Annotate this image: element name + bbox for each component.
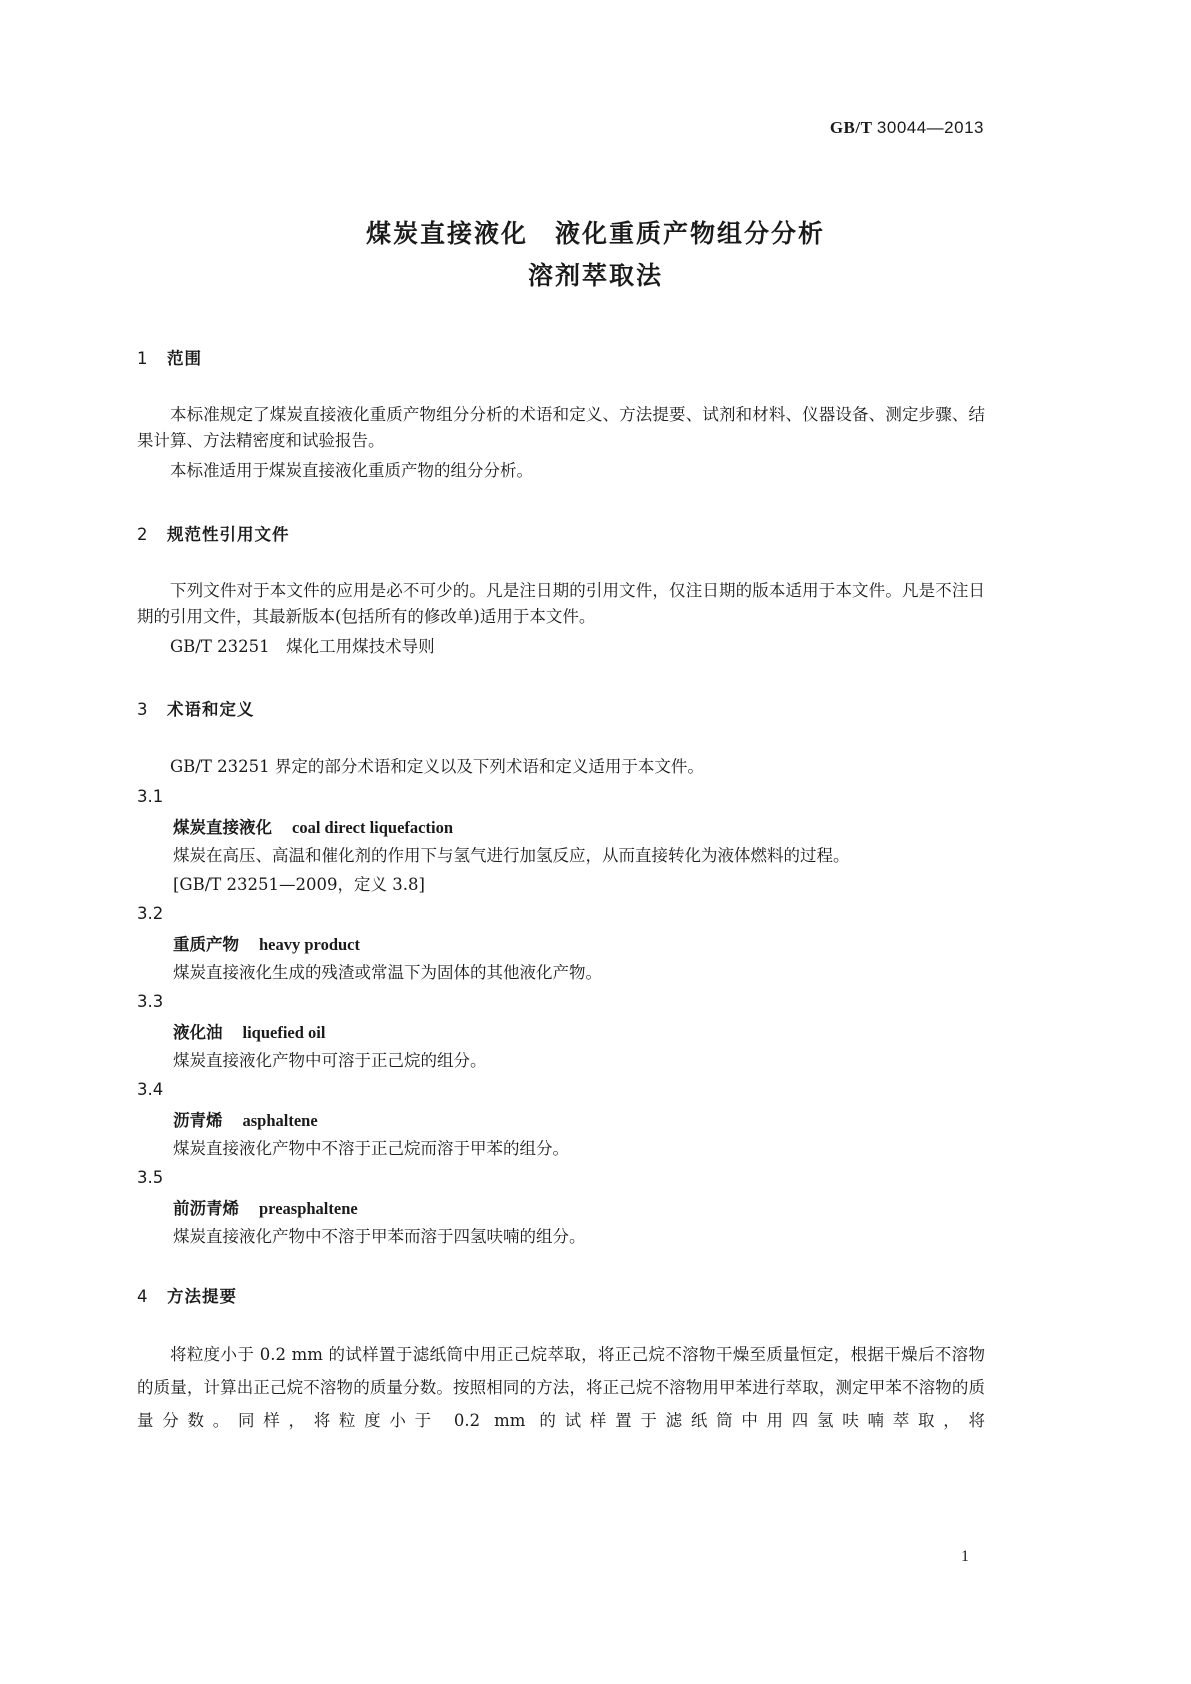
section-3-intro: GB/T 23251 界定的部分术语和定义以及下列术语和定义适用于本文件。 (170, 757, 704, 776)
term-chinese: 沥青烯 (173, 1111, 223, 1130)
term-number: 3.2 (137, 904, 164, 923)
term-chinese: 煤炭直接液化 (173, 818, 272, 837)
page-number: 1 (961, 1548, 969, 1565)
section-3-heading (137, 696, 255, 720)
section-1-paragraph-2: 本标准适用于煤炭直接液化重质产物的组分分析。 (170, 461, 533, 480)
section-title: 方法提要 (167, 1287, 237, 1306)
section-2-paragraph-1: 下列文件对于本文件的应用是必不可少的。凡是注日期的引用文件，仅注日期的版本适用于本文件。凡是不注日期的引用文件，其最新版本(包括所有的修改单)适用于本文件。 (137, 581, 985, 626)
term-definition: 煤炭直接液化生成的残渣或常温下为固体的其他液化产物。 (173, 963, 602, 982)
section-1-heading (137, 345, 202, 369)
term-chinese: 液化油 (173, 1023, 223, 1042)
document-title-line1: 煤炭直接液化 液化重质产物组分分析 (365, 219, 825, 248)
term-definition: 煤炭直接液化产物中可溶于正己烷的组分。 (173, 1051, 487, 1070)
section-4-paragraph-1: 将粒度小于 0.2 mm 的试样置于滤纸筒中用正己烷萃取，将正己烷不溶物干燥至质量恒定，根据干燥后不溶物的质量，计算出正己烷不溶物的质量分数。按照相同的方法，将正己烷不溶物用甲苯进行萃取，测定甲苯不溶物的质量分数。同样，将粒度小于 0.2 mm 的试样置于滤纸筒中用四氢呋喃萃取，将 (137, 1345, 985, 1430)
term-english: preasphaltene (259, 1199, 358, 1218)
standard-code (830, 118, 984, 138)
term-definition: 煤炭在高压、高温和催化剂的作用下与氢气进行加氢反应，从而直接转化为液体燃料的过程。 (173, 846, 850, 865)
term-source: [GB/T 23251—2009，定义 3.8] (173, 875, 425, 894)
section-1-paragraph-1: 本标准规定了煤炭直接液化重质产物组分分析的术语和定义、方法提要、试剂和材料、仪器设备、测定步骤、结果计算、方法精密度和试验报告。 (137, 405, 985, 450)
term-heading (173, 931, 360, 955)
document-title-line2: 溶剂萃取法 (527, 261, 663, 290)
term-definition: 煤炭直接液化产物中不溶于甲苯而溶于四氢呋喃的组分。 (173, 1227, 586, 1246)
section-number: 2 (137, 525, 149, 544)
section-title: 术语和定义 (167, 700, 255, 719)
term-english: liquefied oil (242, 1023, 326, 1042)
section-title: 规范性引用文件 (167, 525, 290, 544)
section-2-heading (137, 521, 290, 545)
standard-code-prefix: GB/T (829, 118, 873, 137)
standard-code-number: 30044—2013 (876, 118, 984, 137)
term-number: 3.3 (137, 992, 164, 1011)
term-english: heavy product (259, 935, 360, 954)
term-heading (173, 814, 453, 838)
term-chinese: 重质产物 (173, 935, 239, 954)
section-number: 3 (137, 700, 149, 719)
section-number: 1 (137, 349, 149, 368)
term-heading (173, 1019, 325, 1043)
term-number: 3.1 (137, 787, 164, 806)
normative-reference: GB/T 23251 煤化工用煤技术导则 (170, 637, 435, 656)
term-english: coal direct liquefaction (292, 818, 454, 837)
term-number: 3.5 (137, 1168, 164, 1187)
section-number: 4 (137, 1287, 149, 1306)
section-4-heading (137, 1283, 237, 1307)
term-chinese: 前沥青烯 (173, 1199, 239, 1218)
section-title: 范围 (167, 349, 202, 368)
term-number: 3.4 (137, 1080, 164, 1099)
term-english: asphaltene (242, 1111, 318, 1130)
term-heading (173, 1195, 358, 1219)
term-definition: 煤炭直接液化产物中不溶于正己烷而溶于甲苯的组分。 (173, 1139, 569, 1158)
term-heading (173, 1107, 318, 1131)
